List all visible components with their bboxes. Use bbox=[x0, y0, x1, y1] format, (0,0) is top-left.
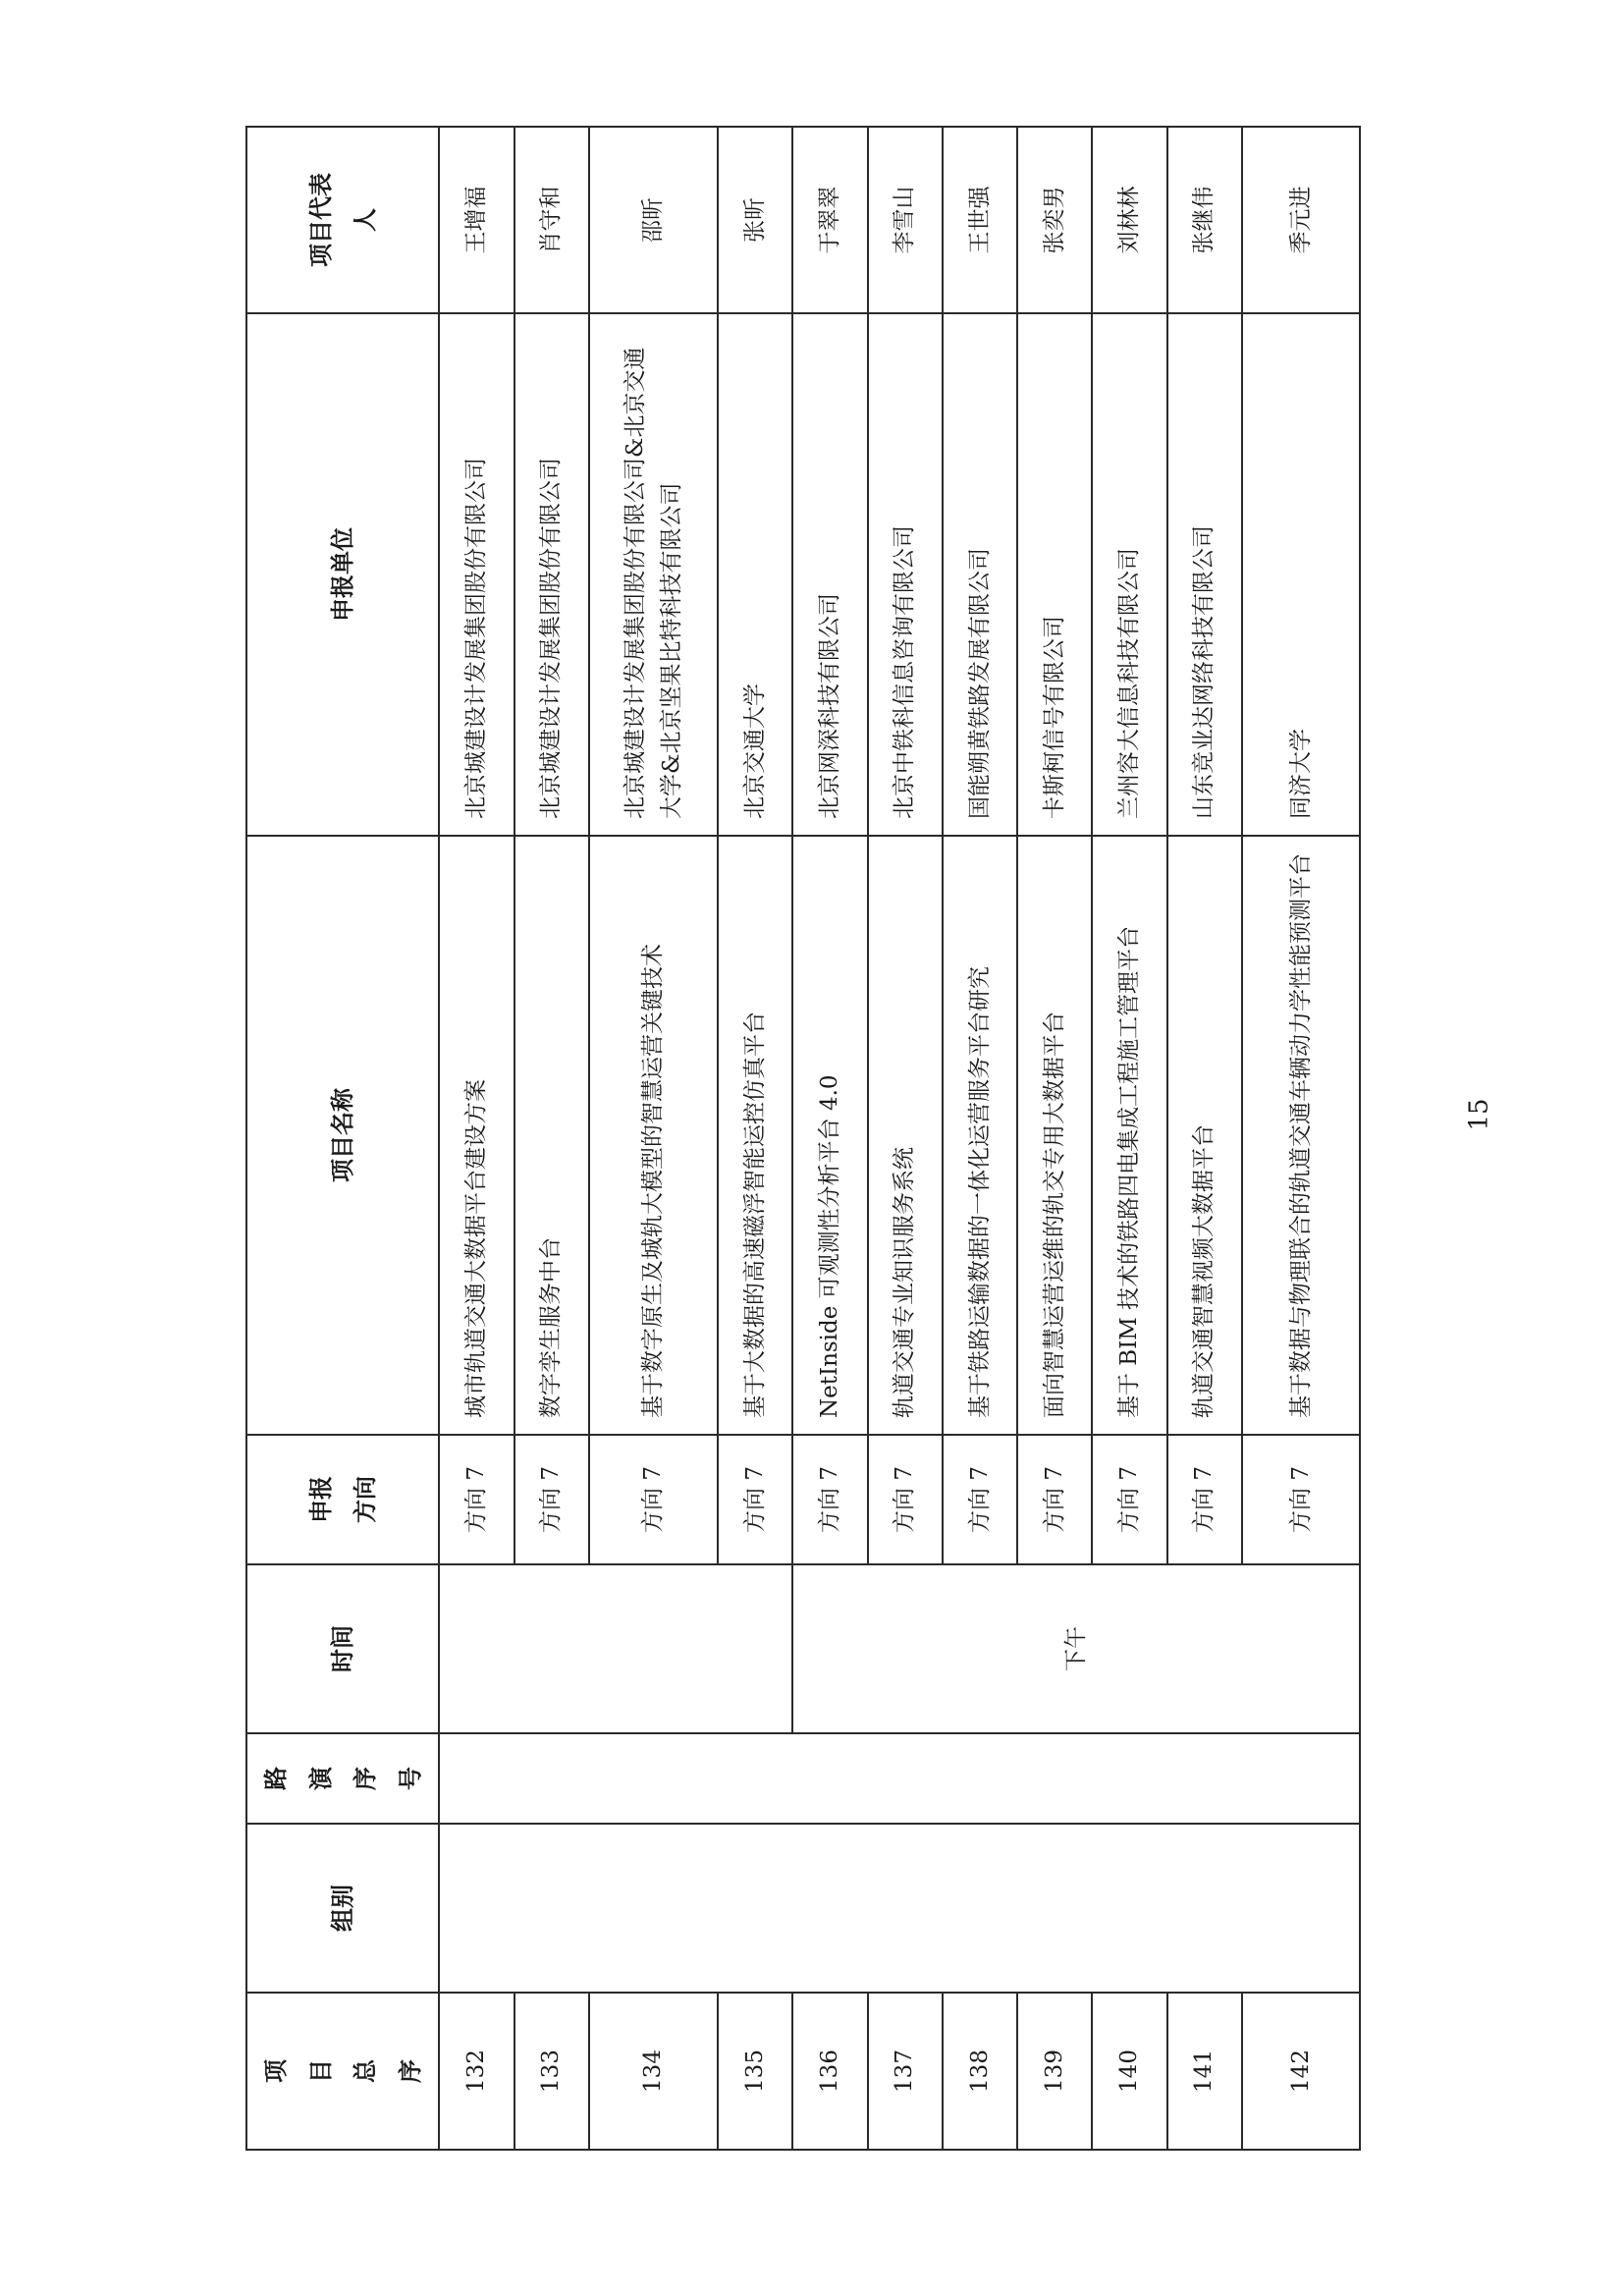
seq-cell: 135 bbox=[718, 1993, 792, 2150]
header-row bbox=[246, 127, 439, 2150]
direction-cell: 方向 7 bbox=[1092, 1435, 1166, 1564]
seq-cell: 139 bbox=[1017, 1993, 1092, 2150]
unit-cell: 山东竞业达网络科技有限公司 bbox=[1167, 313, 1242, 836]
project-name-cell: 数字孪生服务中台 bbox=[514, 836, 589, 1435]
unit-cell: 北京城建设计发展集团股份有限公司 bbox=[439, 313, 514, 836]
rep-cell: 季元进 bbox=[1242, 127, 1360, 313]
direction-cell: 方向 7 bbox=[792, 1435, 867, 1564]
project-name-cell: 基于数字原生及城轨大模型的智慧运营关键技术 bbox=[589, 836, 718, 1435]
rep-cell: 李雪山 bbox=[868, 127, 943, 313]
header-unit: 申报单位 bbox=[246, 313, 439, 836]
unit-cell: 北京中铁科信息咨询有限公司 bbox=[868, 313, 943, 836]
seq-cell: 134 bbox=[589, 1993, 718, 2150]
header-group: 组别 bbox=[246, 1824, 439, 1993]
header-direction: 申报方向 bbox=[246, 1435, 439, 1564]
seq-cell: 137 bbox=[868, 1993, 943, 2150]
project-name-cell: NetInside 可观测性分析平台 4.0 bbox=[792, 836, 867, 1435]
project-table bbox=[245, 126, 1361, 2151]
time-cell: 下午 bbox=[792, 1564, 1360, 1733]
rep-cell: 刘林林 bbox=[1092, 127, 1166, 313]
direction-cell: 方向 7 bbox=[718, 1435, 792, 1564]
direction-cell: 方向 7 bbox=[1017, 1435, 1092, 1564]
header-rep: 项目代表人 bbox=[246, 127, 439, 313]
unit-cell: 北京交通大学 bbox=[718, 313, 792, 836]
direction-cell: 方向 7 bbox=[439, 1435, 514, 1564]
rep-cell: 张继伟 bbox=[1167, 127, 1242, 313]
project-name-cell: 面向智慧运营运维的轨交专用大数据平台 bbox=[1017, 836, 1092, 1435]
header-time: 时间 bbox=[246, 1564, 439, 1733]
rep-cell: 于翠翠 bbox=[792, 127, 867, 313]
seq-cell: 136 bbox=[792, 1993, 867, 2150]
direction-cell: 方向 7 bbox=[868, 1435, 943, 1564]
seq-cell: 142 bbox=[1242, 1993, 1360, 2150]
direction-cell: 方向 7 bbox=[943, 1435, 1017, 1564]
project-name-cell: 基于铁路运输数据的一体化运营服务平台研究 bbox=[943, 836, 1017, 1435]
time-cell-empty bbox=[439, 1564, 792, 1733]
header-order: 路演序号 bbox=[246, 1733, 439, 1824]
project-name-cell: 轨道交通智慧视频大数据平台 bbox=[1167, 836, 1242, 1435]
unit-cell: 北京网深科技有限公司 bbox=[792, 313, 867, 836]
rep-cell: 王增福 bbox=[439, 127, 514, 313]
seq-cell: 141 bbox=[1167, 1993, 1242, 2150]
unit-cell: 同济大学 bbox=[1242, 313, 1360, 836]
unit-cell: 国能朔黄铁路发展有限公司 bbox=[943, 313, 1017, 836]
unit-cell: 北京城建设计发展集团股份有限公司&北京交通大学&北京坚果比特科技有限公司 bbox=[589, 313, 718, 836]
rep-cell: 邵昕 bbox=[589, 127, 718, 313]
seq-cell: 133 bbox=[514, 1993, 589, 2150]
rep-cell: 王世强 bbox=[943, 127, 1017, 313]
seq-cell: 140 bbox=[1092, 1993, 1166, 2150]
project-name-cell: 城市轨道交通大数据平台建设方案 bbox=[439, 836, 514, 1435]
unit-cell: 卡斯柯信号有限公司 bbox=[1017, 313, 1092, 836]
page-number: 15 bbox=[1464, 1098, 1494, 1131]
project-name-cell: 基于数据与物理联合的轨道交通车辆动力学性能预测平台 bbox=[1242, 836, 1360, 1435]
project-name-cell: 基于大数据的高速磁浮智能运控仿真平台 bbox=[718, 836, 792, 1435]
order-cell bbox=[439, 1733, 1360, 1824]
rep-cell: 张奕男 bbox=[1017, 127, 1092, 313]
unit-cell: 兰州容大信息科技有限公司 bbox=[1092, 313, 1166, 836]
project-name-cell: 基于 BIM 技术的铁路四电集成工程施工管理平台 bbox=[1092, 836, 1166, 1435]
unit-cell: 北京城建设计发展集团股份有限公司 bbox=[514, 313, 589, 836]
project-name-cell: 轨道交通专业知识服务系统 bbox=[868, 836, 943, 1435]
direction-cell: 方向 7 bbox=[514, 1435, 589, 1564]
direction-cell: 方向 7 bbox=[1167, 1435, 1242, 1564]
direction-cell: 方向 7 bbox=[589, 1435, 718, 1564]
direction-cell: 方向 7 bbox=[1242, 1435, 1360, 1564]
table-row bbox=[439, 127, 514, 2150]
seq-cell: 138 bbox=[943, 1993, 1017, 2150]
header-seq: 项目总序 bbox=[246, 1993, 439, 2150]
rotated-page bbox=[245, 128, 1361, 2151]
rep-cell: 肖守和 bbox=[514, 127, 589, 313]
rep-cell: 张昕 bbox=[718, 127, 792, 313]
seq-cell: 132 bbox=[439, 1993, 514, 2150]
group-cell bbox=[439, 1824, 1360, 1993]
header-name: 项目名称 bbox=[246, 836, 439, 1435]
